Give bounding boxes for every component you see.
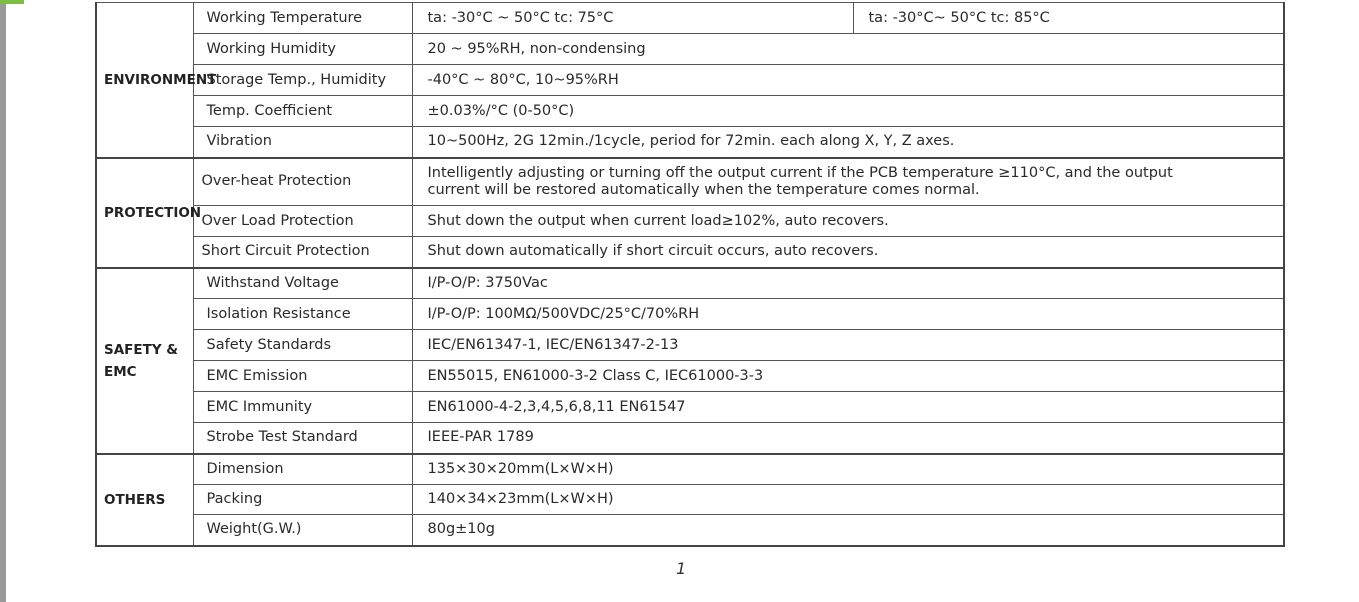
spec-value-packing: 140×34×23mm(L×W×H) [412, 485, 1284, 515]
spec-value-strobe-test-standard: IEEE-PAR 1789 [412, 423, 1284, 454]
table-row [96, 454, 1284, 485]
table-row [96, 96, 1284, 127]
spec-value-isolation-resistance: I/P-O/P: 100MΩ/500VDC/25°C/70%RH [412, 299, 1284, 330]
section-title-others: OTHERS [96, 454, 193, 546]
spec-value-vibration: 10~500Hz, 2G 12min./1cycle, period for 72min. each along X, Y, Z axes. [412, 127, 1284, 158]
section-title-safety-emc: SAFETY & EMC [96, 268, 193, 454]
table-row [96, 34, 1284, 65]
left-margin-stripe [0, 0, 6, 602]
section-title-protection: PROTECTION [96, 158, 193, 268]
spec-label-weight: Weight(G.W.) [193, 515, 412, 546]
spec-value-temp-coefficient: ±0.03%/°C (0-50°C) [412, 96, 1284, 127]
table-row [96, 485, 1284, 515]
page-number: 1 [676, 559, 687, 578]
table-row [96, 361, 1284, 392]
spec-value-withstand-voltage: I/P-O/P: 3750Vac [412, 268, 1284, 299]
spec-label-working-humidity: Working Humidity [193, 34, 412, 65]
spec-value-safety-standards: IEC/EN61347-1, IEC/EN61347-2-13 [412, 330, 1284, 361]
spec-value-working-humidity: 20 ~ 95%RH, non-condensing [412, 34, 1284, 65]
spec-label-over-heat-protection: Over-heat Protection [193, 158, 412, 206]
table-row [96, 3, 1284, 34]
green-accent-bar [0, 0, 24, 4]
spec-label-isolation-resistance: Isolation Resistance [193, 299, 412, 330]
table-row [96, 65, 1284, 96]
spec-label-emc-emission: EMC Emission [193, 361, 412, 392]
table-row [96, 392, 1284, 423]
spec-label-short-circuit-protection: Short Circuit Protection [193, 237, 412, 268]
spec-label-vibration: Vibration [193, 127, 412, 158]
table-row [96, 423, 1284, 454]
spec-label-packing: Packing [193, 485, 412, 515]
spec-label-working-temperature: Working Temperature [193, 3, 412, 34]
spec-label-safety-standards: Safety Standards [193, 330, 412, 361]
spec-value-emc-immunity: EN61000-4-2,3,4,5,6,8,11 EN61547 [412, 392, 1284, 423]
spec-value-working-temperature: ta: -30°C ~ 50°C tc: 75°C [412, 3, 853, 34]
specification-table [95, 2, 1285, 547]
spec-value-weight: 80g±10g [412, 515, 1284, 546]
spec-label-withstand-voltage: Withstand Voltage [193, 268, 412, 299]
table-row [96, 206, 1284, 237]
spec-value-working-temperature-alt: ta: -30°C~ 50°C tc: 85°C [853, 3, 1284, 34]
table-row [96, 515, 1284, 546]
spec-label-emc-immunity: EMC Immunity [193, 392, 412, 423]
spec-label-strobe-test-standard: Strobe Test Standard [193, 423, 412, 454]
table-row [96, 330, 1284, 361]
spec-label-storage-temp: Storage Temp., Humidity [193, 65, 412, 96]
table-row [96, 268, 1284, 299]
spec-value-emc-emission: EN55015, EN61000-3-2 Class C, IEC61000-3-3 [412, 361, 1284, 392]
spec-value-over-load-protection: Shut down the output when current load≥102%, auto recovers. [412, 206, 1284, 237]
spec-value-short-circuit-protection: Shut down automatically if short circuit occurs, auto recovers. [412, 237, 1284, 268]
section-title-environment: ENVIRONMENT [96, 3, 193, 158]
spec-value-storage-temp: -40°C ~ 80°C, 10~95%RH [412, 65, 1284, 96]
spec-value-dimension: 135×30×20mm(L×W×H) [412, 454, 1284, 485]
table-row [96, 299, 1284, 330]
table-row [96, 158, 1284, 206]
spec-label-over-load-protection: Over Load Protection [193, 206, 412, 237]
spec-value-over-heat-protection: Intelligently adjusting or turning off the output current if the PCB temperature ≥110°C, and the output current will be restored automatically when the temperature comes normal. [412, 158, 1284, 206]
spec-label-temp-coefficient: Temp. Coefficient [193, 96, 412, 127]
table-row [96, 127, 1284, 158]
spec-label-dimension: Dimension [193, 454, 412, 485]
table-row [96, 237, 1284, 268]
